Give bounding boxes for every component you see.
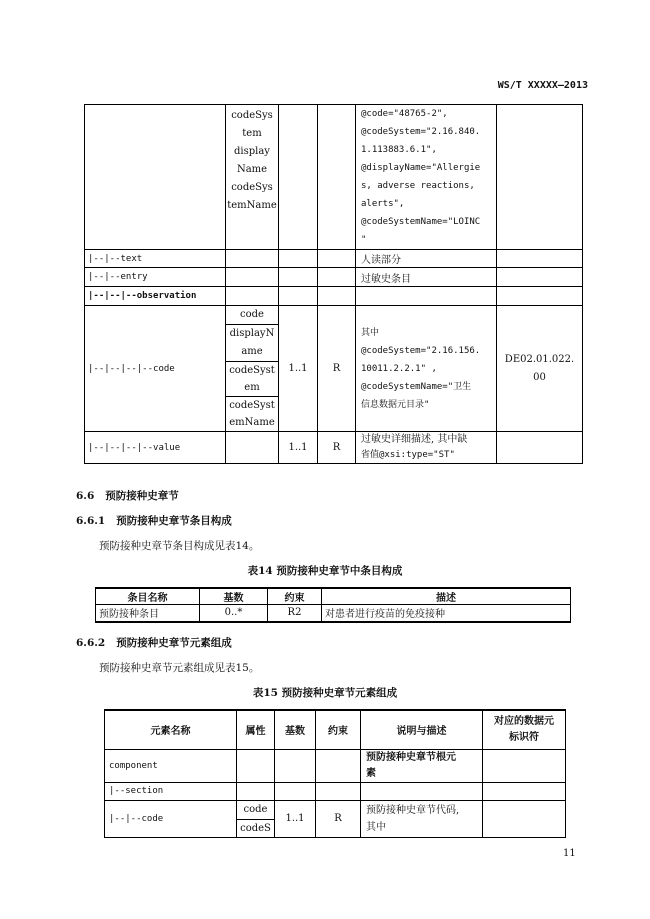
cardinality-cell: 1..1 <box>275 800 316 837</box>
element-name: |--|--|--|--value <box>85 432 226 464</box>
element-name: |--|--text <box>85 250 226 268</box>
constraint-cell: R <box>318 306 356 432</box>
column-header: 说明与描述 <box>361 710 483 749</box>
description-cell: 人读部分 <box>356 250 497 268</box>
table-caption: 表15 预防接种史章节元素组成 <box>252 687 398 699</box>
column-header: 描述 <box>322 588 571 605</box>
element-name: |--|--|--|--code <box>85 306 226 432</box>
column-header: 对应的数据元 标识符 <box>483 710 566 749</box>
page-number: 11 <box>563 848 576 859</box>
table-caption: 表14 预防接种史章节中条目构成 <box>247 565 403 577</box>
column-header: 约束 <box>268 588 322 605</box>
element-name: |--|--code <box>105 800 237 837</box>
description-cell: 过敏史详细描述, 其中缺 省值@xsi:type="ST" <box>356 432 497 464</box>
table-row <box>85 105 583 250</box>
table-row <box>105 800 566 837</box>
table-header-row <box>96 588 571 605</box>
description-cell: @code="48765-2", @codeSystem="2.16.840. 1.113883.6.1", @displayName="Allergie s, adverse reactions, alerts", @codeSystemName="LOINC " <box>356 105 497 250</box>
element-name: |--section <box>105 782 237 800</box>
column-header: 基数 <box>275 710 316 749</box>
section-heading-6-6-1: 6.6.1 预防接种史章节条目构成 <box>76 515 232 527</box>
attribute-cell: code displayN ame codeSyst em codeSyst emName <box>226 306 279 432</box>
allergy-table-continuation <box>84 104 583 464</box>
attribute-cell: code codeS <box>237 800 275 837</box>
column-header: 元素名称 <box>105 710 237 749</box>
table-cell: 0..* <box>200 605 268 622</box>
table-cell: R2 <box>268 605 322 622</box>
column-header: 条目名称 <box>96 588 200 605</box>
description-cell: 预防接种史章节根元 素 <box>361 749 483 782</box>
description-cell: 过敏史条目 <box>356 268 497 287</box>
table-row <box>85 287 583 306</box>
header-standard-number: WS/T XXXXX—2013 <box>497 80 588 91</box>
table-header-row <box>105 710 566 749</box>
element-name: |--|--entry <box>85 268 226 287</box>
table-row <box>96 605 571 622</box>
table-15 <box>104 709 566 838</box>
table-cell: 对患者进行疫苗的免疫接种 <box>322 605 571 622</box>
section-heading-6-6-2: 6.6.2 预防接种史章节元素组成 <box>76 637 232 649</box>
table-row <box>85 250 583 268</box>
table-row <box>85 306 583 432</box>
table-row <box>105 749 566 782</box>
attribute-cell: codeSys tem display Name codeSys temName <box>226 105 279 250</box>
description-cell: 预防接种史章节代码, 其中 <box>361 800 483 837</box>
paragraph: 预防接种史章节条目构成见表14。 <box>99 540 260 552</box>
table-14 <box>95 587 571 623</box>
data-element-id-cell: DE02.01.022. 00 <box>497 306 583 432</box>
column-header: 基数 <box>200 588 268 605</box>
cardinality-cell: 1..1 <box>279 432 318 464</box>
element-name: |--|--|--observation <box>85 287 226 306</box>
description-cell: 其中 @codeSystem="2.16.156. 10011.2.2.1" , @codeSystemName="卫生 信息数据元目录" <box>356 306 497 432</box>
table-row <box>85 432 583 464</box>
constraint-cell: R <box>318 432 356 464</box>
column-header: 约束 <box>316 710 361 749</box>
cardinality-cell: 1..1 <box>279 306 318 432</box>
constraint-cell: R <box>316 800 361 837</box>
table-cell: 预防接种条目 <box>96 605 200 622</box>
column-header: 属性 <box>237 710 275 749</box>
paragraph: 预防接种史章节元素组成见表15。 <box>99 662 260 674</box>
table-row <box>105 782 566 800</box>
element-name: component <box>105 749 237 782</box>
section-heading-6-6: 6.6 预防接种史章节 <box>76 490 179 502</box>
table-row <box>85 268 583 287</box>
